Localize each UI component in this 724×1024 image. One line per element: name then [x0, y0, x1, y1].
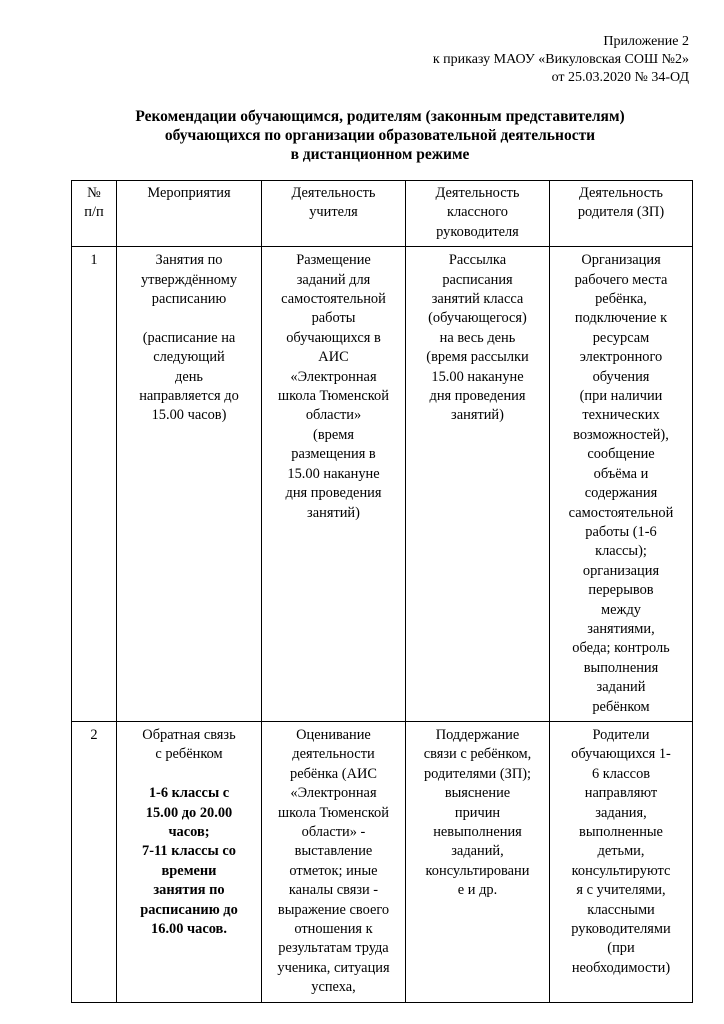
text-line: самостоятельной [568, 504, 674, 521]
text-line: направляется до [139, 388, 239, 405]
cell-curator [406, 247, 550, 722]
text-line: Оценивание [296, 726, 371, 743]
text-line: деятельности [292, 746, 375, 763]
text-line: каналы связи - [288, 882, 379, 899]
text-line: заданий [596, 679, 646, 696]
text-line: организация [582, 562, 660, 579]
text-line: обучающихся в [286, 329, 381, 346]
text-line: 15.00 часов) [151, 407, 227, 424]
text-line: Деятельность [435, 185, 520, 201]
text-line: школа Тюменской [278, 388, 389, 405]
text-line: выражение своего [277, 901, 390, 918]
text-line: дня проведения [429, 388, 526, 405]
text-line: расписания [442, 271, 513, 288]
text-line: на весь день [439, 329, 516, 346]
header-parent [550, 181, 693, 247]
document-title [60, 107, 700, 164]
text-line: направляют [584, 785, 658, 802]
text-line: времени [161, 862, 217, 879]
text-line: обучения [592, 368, 650, 385]
text-line: содержания [584, 485, 658, 502]
text-line: выяснение [444, 785, 511, 802]
header-event [117, 181, 262, 247]
text-line: (время [313, 426, 354, 443]
cell-number: 2 [72, 721, 117, 1002]
text-line: 16.00 часов. [151, 921, 227, 938]
text-line: расписанию до [140, 901, 238, 918]
text-line: классного [447, 204, 508, 221]
text-line: Деятельность [291, 185, 376, 201]
text-line: 15.00 накануне [287, 465, 380, 482]
text-line: часов; [168, 823, 210, 840]
text-line: занятий) [451, 407, 504, 424]
text-line: обеда; контроль [572, 640, 670, 657]
text-line: работы [311, 310, 356, 327]
text-line: занятий) [307, 504, 360, 521]
text-line: Организация [581, 252, 661, 269]
appendix-line: к приказу МАОУ «Викуловская СОШ №2» [432, 52, 689, 67]
cell-number: 1 [72, 247, 117, 722]
event-schedule-bold [120, 784, 258, 939]
text-line: Мероприятия [147, 185, 231, 201]
text-line: результатам труда [278, 940, 389, 957]
cell-parent [550, 247, 693, 722]
text-line: необходимости) [571, 959, 671, 976]
text-line: возможностей), [573, 426, 669, 443]
title-line: в дистанционном режиме [290, 146, 470, 163]
cell-parent [550, 721, 693, 1002]
text-line: заданий для [296, 271, 371, 288]
text-line: выставление [294, 843, 373, 860]
text-line: «Электронная [290, 368, 377, 385]
text-line: связи с ребёнком, [423, 746, 532, 763]
text-line: руководителями [571, 921, 671, 938]
appendix-note [349, 33, 689, 87]
text-line: «Электронная [290, 785, 377, 802]
text-line: родителями (ЗП); [423, 765, 532, 782]
text-line: электронного [579, 349, 663, 366]
text-line: Размещение [296, 252, 371, 269]
text-line: № [87, 185, 101, 201]
table-header-row [72, 181, 693, 247]
header-number [72, 181, 117, 247]
text-line: (при [607, 940, 635, 957]
text-line: Родители [592, 726, 650, 743]
title-line: Рекомендации обучающимся, родителям (законным представителям) [135, 108, 625, 125]
text-line: занятиями, [587, 620, 655, 637]
text-line: Рассылка [448, 252, 507, 269]
text-line: области» - [301, 824, 366, 840]
text-line: ребёнка, [595, 291, 647, 308]
text-line: ребёнка (АИС [290, 765, 377, 782]
text-line: руководителя [436, 223, 519, 240]
recommendations-table [71, 180, 693, 1003]
text-line: сообщение [587, 446, 655, 463]
header-teacher [262, 181, 406, 247]
text-line: следующий [153, 349, 225, 366]
cell-teacher [262, 721, 406, 1002]
title-line: обучающихся по организации образовательной деятельности [164, 127, 596, 144]
cell-event [117, 247, 262, 722]
text-line: классы); [595, 543, 647, 560]
text-line: родителя (ЗП) [577, 204, 665, 221]
text-line: утверждённому [140, 271, 238, 288]
blank-line [120, 309, 258, 328]
cell-teacher [262, 247, 406, 722]
text-line: ребёнком [592, 698, 650, 715]
text-line: области» [305, 407, 362, 424]
text-line: детьми, [597, 843, 645, 860]
text-line: 15.00 накануне [431, 368, 524, 385]
text-line: Занятия по [155, 252, 223, 269]
text-line: п/п [84, 204, 104, 221]
text-line: обучающихся 1- [571, 746, 671, 763]
text-line: заданий, [451, 843, 504, 860]
cell-event [117, 721, 262, 1002]
text-line: 15.00 до 20.00 [145, 804, 233, 821]
appendix-line: Приложение 2 [603, 34, 689, 49]
appendix-line: от 25.03.2020 № 34-ОД [551, 70, 689, 85]
text-line: работы (1-6 [585, 523, 657, 540]
text-line: дня проведения [285, 485, 382, 502]
text-line: рабочего места [574, 271, 668, 288]
spacer [120, 765, 258, 784]
text-line: классными [587, 901, 655, 918]
text-line: занятий класса [431, 291, 524, 308]
text-line: (при наличии [579, 388, 663, 405]
text-line: АИС [318, 349, 349, 366]
text-line: я с учителями, [576, 882, 666, 899]
text-line: (обучающегося) [428, 310, 527, 327]
text-line: занятия по [153, 882, 225, 899]
text-line: ресурсам [592, 329, 650, 346]
text-line: учителя [309, 204, 358, 221]
text-line: школа Тюменской [278, 804, 389, 821]
text-line: причин [454, 804, 501, 821]
text-line: 7-11 классы со [142, 843, 236, 860]
header-curator [406, 181, 550, 247]
text-line: (расписание на [142, 329, 236, 346]
table-row [72, 721, 693, 1002]
text-line: отметок; иные [289, 862, 378, 879]
text-line: ученика, ситуация [277, 959, 390, 976]
text-line: перерывов [588, 582, 654, 599]
text-line: консультировани [425, 862, 530, 879]
text-line: (время рассылки [426, 349, 529, 366]
text-line: отношения к [294, 921, 373, 938]
text-line: задания, [595, 804, 647, 821]
text-line: технических [582, 407, 660, 424]
text-line: размещения в [291, 446, 376, 463]
text-line: самостоятельной [281, 291, 386, 308]
text-line: Деятельность [579, 185, 663, 201]
text-line: 1-6 классы с [148, 785, 230, 802]
text-line: с ребёнком [155, 746, 223, 763]
table-row [72, 247, 693, 722]
text-line: Обратная связь [142, 726, 236, 743]
event-text [120, 726, 258, 765]
text-line: день [175, 368, 203, 385]
text-line: консультируютс [571, 862, 671, 879]
text-line: между [601, 601, 641, 618]
text-line: подключение к [574, 310, 668, 327]
text-line: невыполнения [433, 824, 522, 840]
text-line: объёма и [593, 465, 649, 482]
cell-curator [406, 721, 550, 1002]
text-line: 6 классов [591, 765, 651, 782]
text-line: расписанию [151, 291, 227, 308]
text-line: е и др. [457, 882, 498, 899]
text-line: выполненные [579, 824, 663, 840]
text-line: успеха, [311, 979, 356, 996]
text-line: Поддержание [435, 726, 520, 743]
text-line: выполнения [583, 659, 659, 676]
